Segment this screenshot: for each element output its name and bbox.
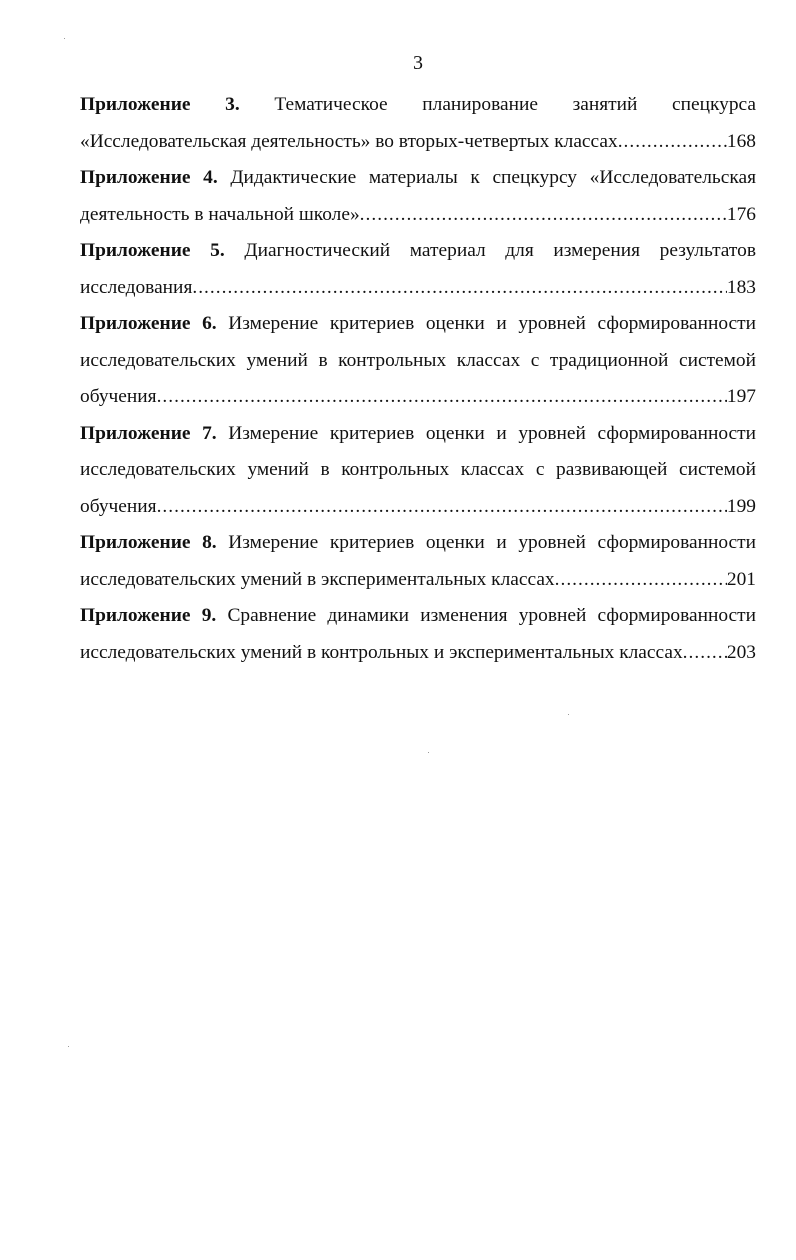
toc-entry-appendix-7 — [80, 416, 756, 526]
entry-title-text: Измерение критериев оценки и уровней сформированности — [228, 313, 756, 334]
scan-speck — [428, 752, 429, 753]
page-reference: 199 — [726, 495, 756, 517]
toc-entry-first-line — [80, 233, 756, 270]
toc-entry-last-line — [80, 379, 756, 416]
entry-title-text: Диагностический материал для измерения результатов — [244, 240, 756, 261]
toc-entry-first-line — [80, 160, 756, 197]
entry-title-text: исследования — [80, 276, 193, 298]
dot-leader — [157, 489, 727, 526]
toc-entry-first-line — [80, 87, 756, 124]
dot-leader — [360, 197, 727, 234]
appendix-label: Приложение 8. — [80, 532, 217, 553]
appendix-label: Приложение 5. — [80, 240, 225, 261]
entry-title-text: исследовательских умений в контрольных и экспериментальных классах — [80, 641, 683, 663]
dot-leader — [192, 270, 727, 307]
entry-title-text: обучения — [80, 495, 157, 517]
dot-leader — [157, 379, 727, 416]
entry-title-text: Измерение критериев оценки и уровней сформированности — [228, 532, 756, 553]
dot-leader — [618, 124, 727, 161]
appendix-label: Приложение 7. — [80, 422, 217, 444]
toc-entry-appendix-9 — [80, 598, 756, 671]
page-reference: 183 — [726, 276, 756, 298]
page-reference: 197 — [726, 386, 756, 407]
dot-leader — [555, 562, 727, 599]
entry-title-text: Измерение критериев оценки и уровней сформированности — [228, 422, 756, 444]
dot-leader — [683, 635, 727, 672]
entry-title-text: обучения — [80, 386, 157, 407]
page-reference: 176 — [726, 203, 756, 225]
toc-entry-last-line — [80, 197, 756, 234]
toc-entry-middle-line — [80, 343, 756, 380]
appendix-label: Приложение 9. — [80, 605, 217, 626]
toc-entry-appendix-3 — [80, 87, 756, 160]
toc-entry-last-line — [80, 270, 756, 307]
entry-title-text: Дидактические материалы к спецкурсу «Исследовательская — [230, 167, 756, 188]
page-reference: 201 — [726, 568, 756, 590]
scan-speck — [64, 38, 65, 39]
entry-title-text: Тематическое планирование занятий спецкурса — [274, 94, 756, 115]
toc-entry-appendix-5 — [80, 233, 756, 306]
appendix-label: Приложение 4. — [80, 167, 218, 188]
toc-entry-first-line — [80, 416, 756, 453]
appendix-label: Приложение 6. — [80, 313, 217, 334]
scan-speck — [568, 714, 569, 715]
table-of-contents — [80, 87, 756, 671]
entry-title-text: деятельность в начальной школе» — [80, 203, 360, 225]
toc-entry-last-line — [80, 635, 756, 672]
toc-entry-first-line — [80, 525, 756, 562]
toc-entry-last-line — [80, 124, 756, 161]
entry-title-text: исследовательских умений в контрольных классах с развивающей системой — [80, 459, 756, 480]
scan-speck — [68, 1046, 69, 1047]
appendix-label: Приложение 3. — [80, 94, 240, 115]
entry-title-text: исследовательских умений в экспериментальных классах — [80, 568, 555, 590]
toc-entry-last-line — [80, 562, 756, 599]
entry-title-text: Сравнение динамики изменения уровней сформированности — [227, 605, 756, 626]
toc-entry-appendix-8 — [80, 525, 756, 598]
entry-title-text: «Исследовательская деятельность» во вторых-четвертых классах — [80, 130, 618, 152]
toc-entry-middle-line — [80, 452, 756, 489]
toc-entry-last-line — [80, 489, 756, 526]
entry-title-text: исследовательских умений в контрольных классах с традиционной системой — [80, 349, 756, 371]
toc-entry-first-line — [80, 598, 756, 635]
toc-entry-appendix-4 — [80, 160, 756, 233]
page-number: 3 — [413, 52, 423, 74]
toc-entry-appendix-6 — [80, 306, 756, 416]
page-reference: 168 — [726, 130, 756, 152]
toc-entry-first-line — [80, 306, 756, 343]
page-reference: 203 — [726, 641, 756, 663]
